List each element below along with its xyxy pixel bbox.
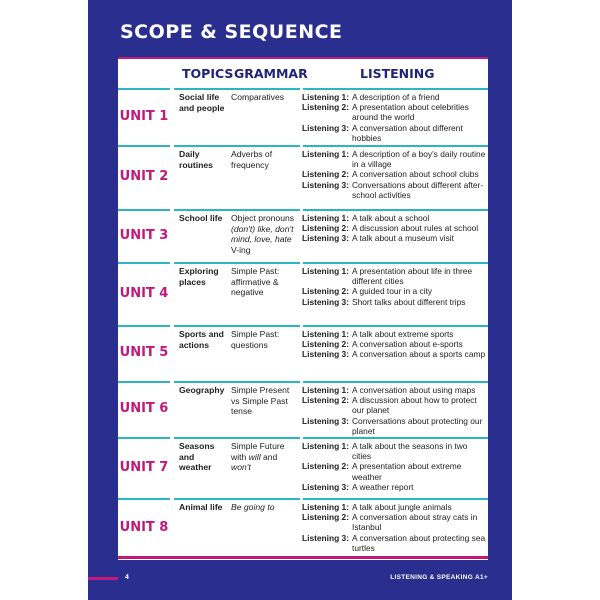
listening-cell — [302, 441, 488, 492]
grammar-cell: Comparatives — [231, 92, 285, 102]
listening-item — [302, 349, 488, 359]
row-divider — [174, 498, 230, 500]
listening-item — [302, 213, 488, 223]
unit-label: UNIT 2 — [119, 169, 169, 184]
listening-number: Listening 1: — [302, 266, 349, 276]
row-divider — [303, 437, 488, 439]
row-divider — [118, 381, 170, 383]
listening-cell — [302, 149, 488, 200]
unit-row — [118, 437, 488, 498]
listening-description: A talk about jungle animals — [352, 502, 452, 512]
listening-description: A presentation about life in three different cities — [352, 266, 473, 287]
listening-description: A presentation about celebrities around the world — [352, 102, 469, 123]
listening-item — [302, 461, 488, 481]
listening-item — [302, 169, 488, 179]
page-number-bar — [88, 577, 118, 580]
topic-cell: Animal life — [179, 502, 223, 512]
listening-description: A description of a boy's daily routine in a village — [352, 149, 486, 170]
listening-number: Listening 3: — [302, 415, 349, 426]
listening-item — [302, 339, 488, 349]
header-listening: LISTENING — [360, 66, 435, 81]
listening-number: Listening 3: — [302, 122, 349, 133]
listening-description: A weather report — [352, 481, 414, 492]
listening-description: A talk about a school — [352, 213, 430, 223]
row-divider — [174, 262, 230, 264]
row-divider — [118, 262, 170, 264]
listening-number: Listening 3: — [302, 481, 349, 492]
listening-item — [302, 102, 488, 122]
listening-number: Listening 1: — [302, 149, 349, 159]
row-divider — [174, 437, 230, 439]
listening-description: A conversation about protecting sea turtles — [352, 532, 486, 553]
unit-label: UNIT 3 — [119, 227, 169, 243]
row-divider — [118, 498, 170, 500]
listening-description: A guided tour in a city — [352, 286, 433, 297]
unit-label: UNIT 1 — [119, 108, 169, 124]
row-divider — [118, 437, 170, 439]
listening-item — [302, 502, 488, 512]
listening-item — [302, 512, 488, 532]
row-divider — [230, 437, 300, 439]
listening-cell — [302, 385, 488, 436]
row-divider — [303, 325, 488, 327]
header-topics: TOPICS — [182, 66, 234, 81]
row-divider — [174, 145, 230, 147]
grammar-cell: Object pronouns (don't) like, don't mind, love, hate V-ing — [231, 213, 295, 255]
listening-item — [302, 441, 488, 461]
listening-item — [302, 286, 488, 296]
unit-label: UNIT 6 — [119, 401, 169, 416]
listening-number: Listening 3: — [302, 349, 349, 360]
row-divider — [174, 88, 230, 90]
unit-label: UNIT 7 — [119, 459, 169, 475]
topic-cell: Exploring places — [179, 266, 219, 287]
listening-item — [302, 149, 488, 169]
listening-number: Listening 1: — [302, 385, 349, 395]
unit-row — [118, 262, 488, 325]
topic-cell: Daily routines — [179, 149, 213, 170]
row-divider — [303, 262, 488, 264]
unit-row — [118, 88, 488, 145]
listening-number: Listening 1: — [302, 441, 349, 451]
row-divider — [230, 262, 300, 264]
grammar-cell: Simple Future with will and won't — [231, 441, 285, 472]
row-divider — [303, 381, 488, 383]
unit-row — [118, 145, 488, 209]
listening-number: Listening 2: — [302, 286, 349, 297]
listening-cell — [302, 213, 488, 244]
listening-description: A talk about the seasons in two cities — [352, 441, 468, 462]
table-bottom-rule — [118, 556, 488, 559]
row-divider — [230, 381, 300, 383]
grammar-cell: Simple Past: questions — [231, 329, 280, 350]
listening-number: Listening 3: — [302, 296, 349, 307]
listening-item — [302, 180, 488, 200]
listening-description: A discussion about rules at school — [352, 223, 479, 234]
row-divider — [303, 88, 488, 90]
listening-number: Listening 2: — [302, 461, 349, 472]
listening-item — [302, 329, 488, 339]
header-grammar: GRAMMAR — [234, 66, 308, 81]
topic-cell: Geography — [179, 385, 225, 395]
row-divider — [303, 498, 488, 500]
listening-number: Listening 3: — [302, 179, 349, 190]
unit-label: UNIT 5 — [119, 345, 169, 360]
listening-number: Listening 2: — [302, 223, 349, 234]
listening-number: Listening 2: — [302, 512, 349, 523]
listening-description: A conversation about using maps — [352, 385, 476, 395]
listening-description: A conversation about different hobbies — [352, 122, 463, 143]
grammar-cell: Be going to — [231, 502, 275, 512]
listening-cell — [302, 266, 488, 307]
listening-description: A presentation about extreme weather — [352, 461, 462, 482]
unit-row — [118, 209, 488, 262]
listening-description: A talk about extreme sports — [352, 329, 454, 339]
topic-cell: Sports and actions — [179, 329, 224, 350]
listening-description: A conversation about stray cats in Istanbul — [352, 512, 478, 533]
topic-cell: Seasons and weather — [179, 441, 215, 472]
listening-number: Listening 2: — [302, 102, 349, 113]
listening-description: A discussion about how to protect our planet — [352, 395, 477, 416]
row-divider — [174, 325, 230, 327]
row-divider — [118, 209, 170, 211]
unit-row — [118, 498, 488, 558]
listening-item — [302, 416, 488, 436]
unit-row — [118, 381, 488, 437]
listening-item — [302, 482, 488, 492]
listening-item — [302, 533, 488, 553]
listening-item — [302, 385, 488, 395]
unit-label: UNIT 4 — [119, 285, 169, 301]
row-divider — [230, 88, 300, 90]
row-divider — [230, 498, 300, 500]
row-divider — [118, 88, 170, 90]
listening-cell — [302, 92, 488, 143]
grammar-cell: Simple Past: affirmative & negative — [231, 266, 280, 297]
listening-item — [302, 123, 488, 143]
listening-item — [302, 233, 488, 243]
listening-number: Listening 3: — [302, 532, 349, 543]
unit-label: UNIT 8 — [119, 520, 169, 535]
listening-number: Listening 2: — [302, 169, 349, 180]
row-divider — [174, 209, 230, 211]
footer-book-title: LISTENING & SPEAKING A1+ — [390, 574, 488, 581]
listening-number: Listening 2: — [302, 339, 349, 350]
listening-number: Listening 1: — [302, 213, 349, 223]
listening-description: A conversation about a sports camp — [352, 349, 486, 360]
row-divider — [230, 145, 300, 147]
listening-number: Listening 1: — [302, 329, 349, 339]
row-divider — [303, 145, 488, 147]
listening-item — [302, 297, 488, 307]
page-number: 4 — [125, 574, 129, 581]
listening-description: Conversations about protecting our planet — [352, 415, 483, 436]
listening-item — [302, 395, 488, 415]
listening-description: Conversations about different after-school activities — [352, 179, 484, 200]
row-divider — [230, 325, 300, 327]
page-title: SCOPE & SEQUENCE — [120, 21, 343, 43]
listening-number: Listening 3: — [302, 233, 349, 244]
grammar-cell: Adverbs of frequency — [231, 149, 273, 170]
row-divider — [118, 325, 170, 327]
row-divider — [230, 209, 300, 211]
topic-cell: Social life and people — [179, 92, 225, 113]
listening-cell — [302, 329, 488, 360]
listening-number: Listening 2: — [302, 395, 349, 406]
listening-item — [302, 92, 488, 102]
listening-number: Listening 1: — [302, 502, 349, 512]
listening-description: Short talks about different trips — [352, 296, 466, 307]
row-divider — [303, 209, 488, 211]
row-divider — [118, 145, 170, 147]
listening-item — [302, 223, 488, 233]
listening-number: Listening 1: — [302, 92, 349, 102]
unit-row — [118, 325, 488, 381]
grammar-cell: Simple Present vs Simple Past tense — [231, 385, 290, 416]
row-divider — [174, 381, 230, 383]
listening-description: A conversation about school clubs — [352, 169, 479, 180]
table-top-rule — [118, 57, 488, 59]
listening-description: A description of a friend — [352, 92, 440, 102]
listening-description: A talk about a museum visit — [352, 233, 454, 244]
topic-cell: School life — [179, 213, 223, 223]
listening-item — [302, 266, 488, 286]
listening-description: A conversation about e-sports — [352, 339, 463, 350]
listening-cell — [302, 502, 488, 553]
